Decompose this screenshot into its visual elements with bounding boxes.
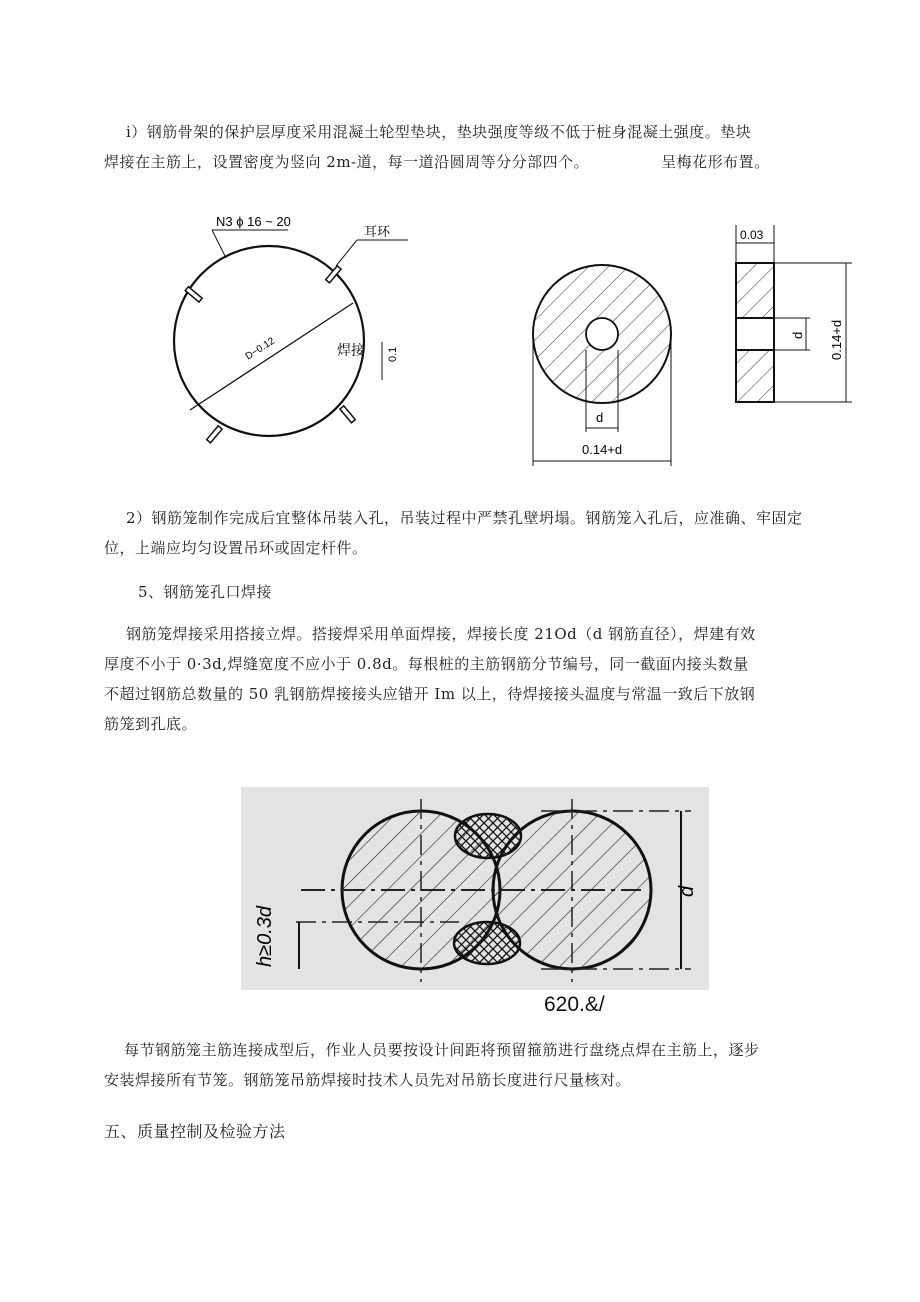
ear-ring-marker — [185, 287, 202, 302]
d-label: d — [676, 885, 698, 897]
paragraph-spacer — [104, 117, 874, 177]
spacer-block-diagram — [160, 200, 700, 470]
leader-line — [212, 230, 226, 258]
ear-ring-marker — [340, 406, 355, 423]
spacer-side-gap — [736, 318, 774, 350]
side-top-dim: 0.03 — [740, 228, 764, 242]
leader-line — [336, 240, 357, 266]
spacer-side-view — [726, 215, 856, 415]
text-line: 每节钢筋笼主筋连接成型后，作业人员要按设计间距将预留箍筋进行盘绕点焊在主筋上，逐步 — [124, 1041, 760, 1059]
text-line: i）钢筋骨架的保护层厚度采用混凝土轮型垫块，垫块强度等级不低于桩身混凝土强度。垫块 — [126, 123, 752, 141]
weld-section-diagram — [241, 787, 709, 990]
diameter-line — [190, 303, 353, 410]
text-line: 位，上端应均匀设置吊环或固定杆件。 — [104, 539, 368, 557]
ear-ring-marker — [207, 426, 222, 443]
outer-dim: 0.14+d — [582, 442, 623, 457]
text-line: 焊接在主筋上，设置密度为竖向 2m-道，每一道沿圆周等分分部四个。 — [104, 153, 590, 171]
paragraph-stirrups — [104, 1035, 874, 1095]
text-line: 钢筋笼焊接采用搭接立焊。搭接焊采用单面焊接，焊接长度 21Od（d 钢筋直径），焊建有效 — [126, 625, 756, 643]
spacer-side-top — [736, 263, 774, 318]
text-line: 厚度不小于 0·3d,焊缝宽度不应小于 0.8d。每根桩的主筋钢筋分节编号，同一截面内接头数量 — [104, 655, 749, 673]
text-line: 不超过钢筋总数量的 50 乳钢筋焊接接头应错开 Im 以上，待焊接接头温度与常温一致后下放钢 — [104, 685, 756, 703]
subheading: 5、钢筋笼孔口焊接 — [138, 583, 273, 601]
paragraph-welding — [104, 619, 874, 739]
spacer-front-view — [533, 265, 671, 466]
cage-ring-drawing — [174, 214, 408, 443]
inner-dim: d — [596, 410, 604, 425]
section-heading: 五、质量控制及检验方法 — [104, 1122, 286, 1141]
spacer-hole — [586, 318, 618, 350]
text-line: 2）钢筋笼制作完成后宜整体吊装入孔，吊装过程中严禁孔壁坍塌。钢筋笼入孔后，应准确、牢固定 — [126, 509, 803, 527]
ear-ring-label: 耳环 — [364, 225, 391, 240]
spacer-side-bottom — [736, 350, 774, 402]
ring-label: N3 ϕ 16 ~ 20 — [216, 214, 291, 229]
paragraph-hoisting — [104, 503, 874, 563]
ear-ring-marker — [326, 266, 341, 283]
weld-dim: 0.1 — [387, 346, 399, 362]
weld-bead-bottom — [454, 922, 520, 964]
h-label: h≥0.3d — [254, 905, 276, 967]
weld-bead-top — [455, 814, 521, 858]
text-line: 呈梅花形布置。 — [661, 153, 770, 171]
figure-caption: 620.&/ — [544, 993, 605, 1016]
side-total-dim: 0.14+d — [829, 319, 844, 360]
weld-label: 焊接 — [337, 343, 365, 359]
side-d-dim: d — [790, 331, 805, 339]
diameter-label: D−0.12 — [243, 335, 277, 363]
text-line: 安装焊接所有节笼。钢筋笼吊筋焊接时技术人员先对吊筋长度进行尺量核对。 — [104, 1071, 632, 1089]
text-line: 筋笼到孔底。 — [104, 715, 198, 733]
